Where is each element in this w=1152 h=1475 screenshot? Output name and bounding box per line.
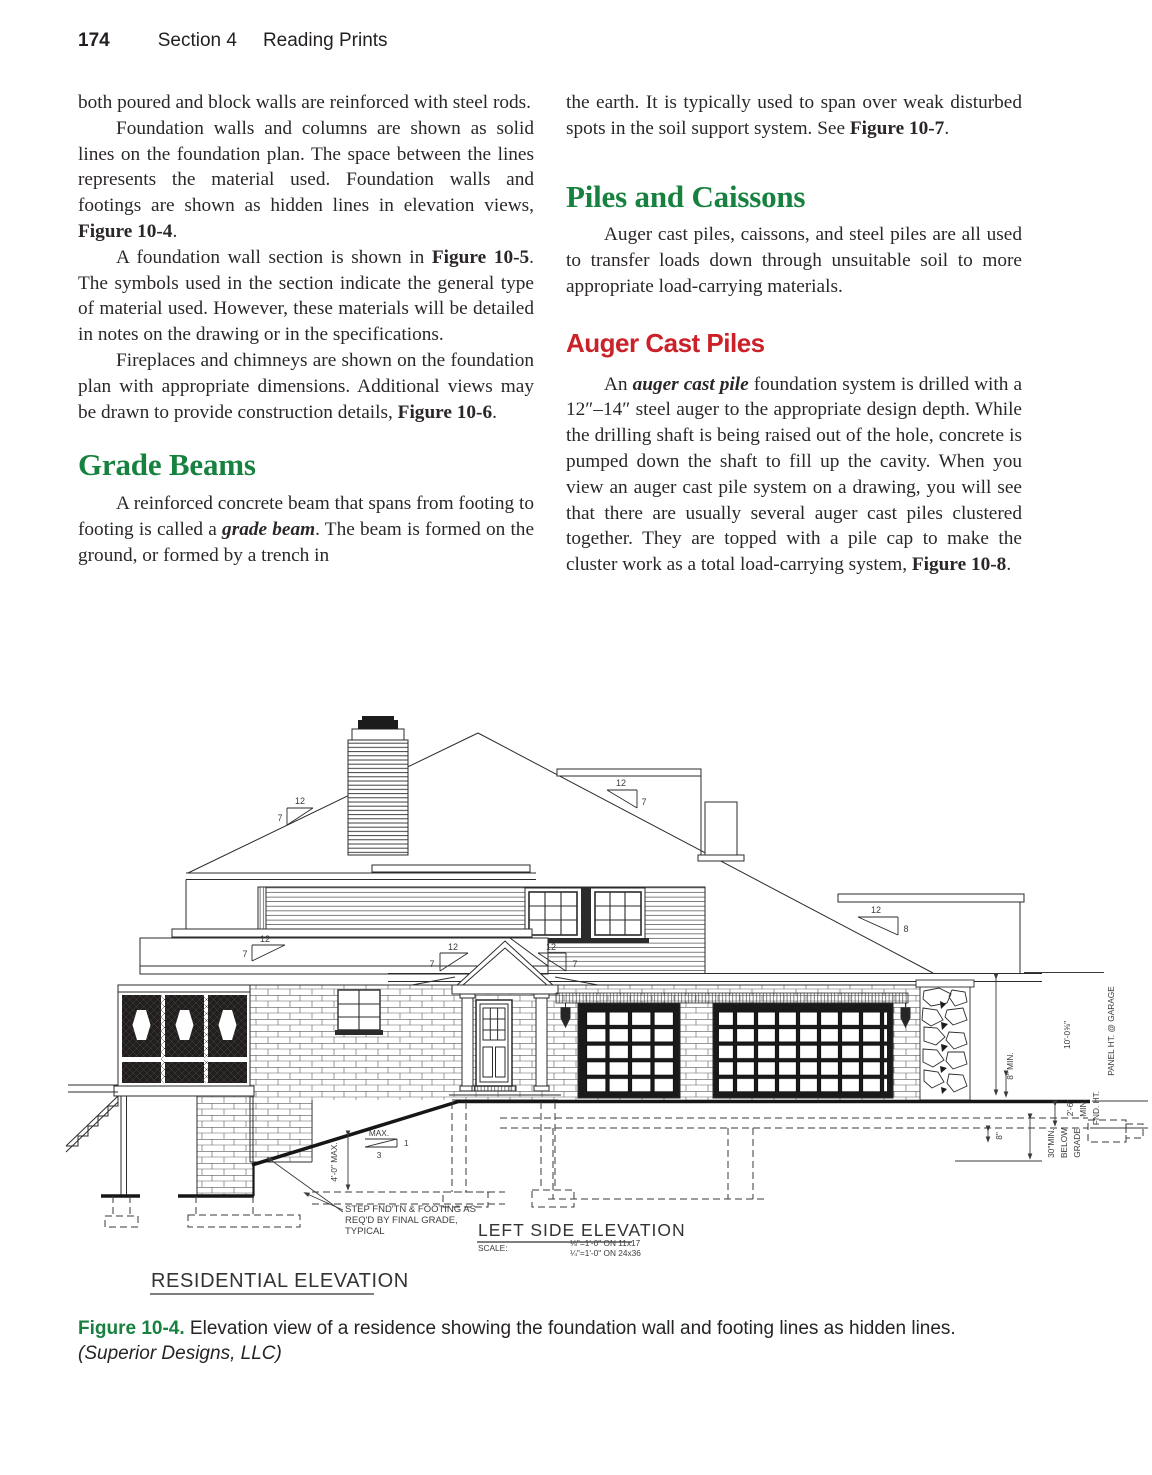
paragraph: the earth. It is typically used to span over weak disturbed spots in the soil support system. See Figure 10-7. [566, 92, 1022, 139]
heading-auger-cast-piles: Auger Cast Piles [566, 327, 765, 358]
screened-porch-panels [122, 995, 247, 1083]
heading-grade-beams: Grade Beams [78, 447, 256, 483]
left-column [78, 90, 534, 569]
right-column [566, 90, 1022, 578]
left-paragraphs-after [78, 491, 534, 568]
right-paragraphs-2 [566, 222, 1022, 299]
scale-value-2: ¼"=1'-0" ON 24x36 [570, 1248, 641, 1258]
garage-door-single [578, 1003, 680, 1098]
dim-8in: 8" [994, 1132, 1004, 1140]
dim-min: MIN. [1078, 1099, 1088, 1117]
chimney [348, 716, 408, 855]
scale-label: SCALE: [478, 1243, 508, 1253]
slope-12-label: 12 [294, 796, 306, 806]
garage-door-double [713, 1003, 893, 1098]
scale-value-1: ⅛"=1'-0" ON 11x17 [570, 1238, 641, 1248]
chapter-title: Reading Prints [262, 30, 388, 51]
slope-7-label: 7 [429, 959, 435, 969]
slope-12-label: 12 [259, 934, 271, 944]
paragraph: An auger cast pile foundation system is drilled with a 12″–14″ steel auger to the appropriate design depth. While the drilling shaft is being raised out of the hole, concrete is pumped down the shaft to fill up the cavity. When you view an auger cast pile system on a drawing, you will see that there are usually several auger cast piles clustered together. They are topped with a pile cap to make the cluster work as a total load-carrying system, Figure 10-8. [566, 373, 1022, 576]
step-footing-note-line2: REQ'D BY FINAL GRADE, [345, 1215, 458, 1226]
figure-label: Figure 10-4. [78, 1318, 185, 1339]
step-footing-note-line1: STEP FND'TN & FOOTING AS [345, 1204, 476, 1215]
roof-left-slope [188, 733, 478, 873]
slope-12-label: 12 [545, 942, 557, 952]
slope-7-label: 7 [242, 949, 248, 959]
page-number: 174 [78, 30, 110, 51]
page-header [78, 30, 388, 52]
slope-7-label: 7 [641, 797, 647, 807]
dim-4-0-max: 4'-0" MAX. [329, 1142, 339, 1182]
slope-8-label: 8 [903, 924, 909, 934]
step-footing-note-line3: TYPICAL [345, 1226, 385, 1237]
slope-12-label: 12 [870, 905, 882, 915]
dim-2-6: 2'-6" [1065, 1099, 1075, 1117]
section-label: Section 4 [157, 30, 237, 51]
dim-fnd-ht: FND. HT. [1091, 1090, 1101, 1126]
drawing-title: RESIDENTIAL ELEVATION [151, 1270, 409, 1292]
dim-panel-height: 10'-0⅝" [1062, 1020, 1072, 1050]
soldier-course [556, 993, 908, 1003]
dim-30-min: 30"MIN. [1046, 1128, 1056, 1158]
paragraph: Foundation walls and columns are shown as solid lines on the foundation plan. The space between the lines represents the material used. Foundation walls and footings are shown as hidden lines in elevation views, Figure 10-4. [78, 117, 534, 242]
second-floor-window [521, 888, 649, 943]
slope-7-label: 7 [277, 813, 283, 823]
right-paragraphs-3 [566, 372, 1022, 578]
paragraph: Fireplaces and chimneys are shown on the foundation plan with appropriate dimensions. Additional views may be drawn to provide construction details, Figure 10-6. [78, 349, 534, 423]
dim-below: BELOW [1059, 1128, 1069, 1158]
dim-8in-min: 8" MIN. [1005, 1052, 1015, 1080]
house-linework [66, 716, 1042, 1196]
stone-pillar [916, 980, 974, 1100]
left-paragraphs [78, 90, 534, 425]
slope-3-label: 3 [376, 1150, 382, 1160]
dim-grade: GRADE [1072, 1128, 1082, 1158]
caption-text: Elevation view of a residence showing the foundation wall and footing lines as hidden lines. [184, 1318, 956, 1339]
paragraph: Auger cast piles, caissons, and steel piles are all used to transfer loads down through unsuitable soil to more appropriate load-carrying materials. [566, 224, 1022, 297]
paragraph: A reinforced concrete beam that spans from footing to footing is called a grade beam. The beam is formed on the ground, or formed by a trench in [78, 493, 535, 566]
paragraph: A foundation wall section is shown in Figure 10-5. The symbols used in the section indicate the general type of material used. However, these materials will be detailed in notes on the drawing or in the specifications. [78, 246, 534, 346]
dim-panel-height-label: PANEL HT. @ GARAGE [1106, 986, 1116, 1076]
slope-1-label: 1 [404, 1138, 409, 1148]
view-title: LEFT SIDE ELEVATION [478, 1220, 686, 1240]
slope-7-label: 7 [572, 959, 578, 969]
porch-steps [66, 1085, 127, 1196]
elevation-drawing-svg [0, 695, 1152, 1315]
slope-12-label: 12 [447, 942, 459, 952]
slope-12-label: 12 [615, 778, 627, 788]
figure-caption [78, 1317, 1026, 1366]
elevation-drawing [0, 695, 1152, 1315]
right-paragraphs-1 [566, 90, 1022, 142]
heading-piles-caissons: Piles and Caissons [566, 178, 806, 214]
slope-max-label: MAX. [368, 1128, 390, 1138]
paragraph: both poured and block walls are reinforced with steel rods. [78, 92, 531, 113]
caption-credit: (Superior Designs, LLC) [78, 1342, 282, 1364]
